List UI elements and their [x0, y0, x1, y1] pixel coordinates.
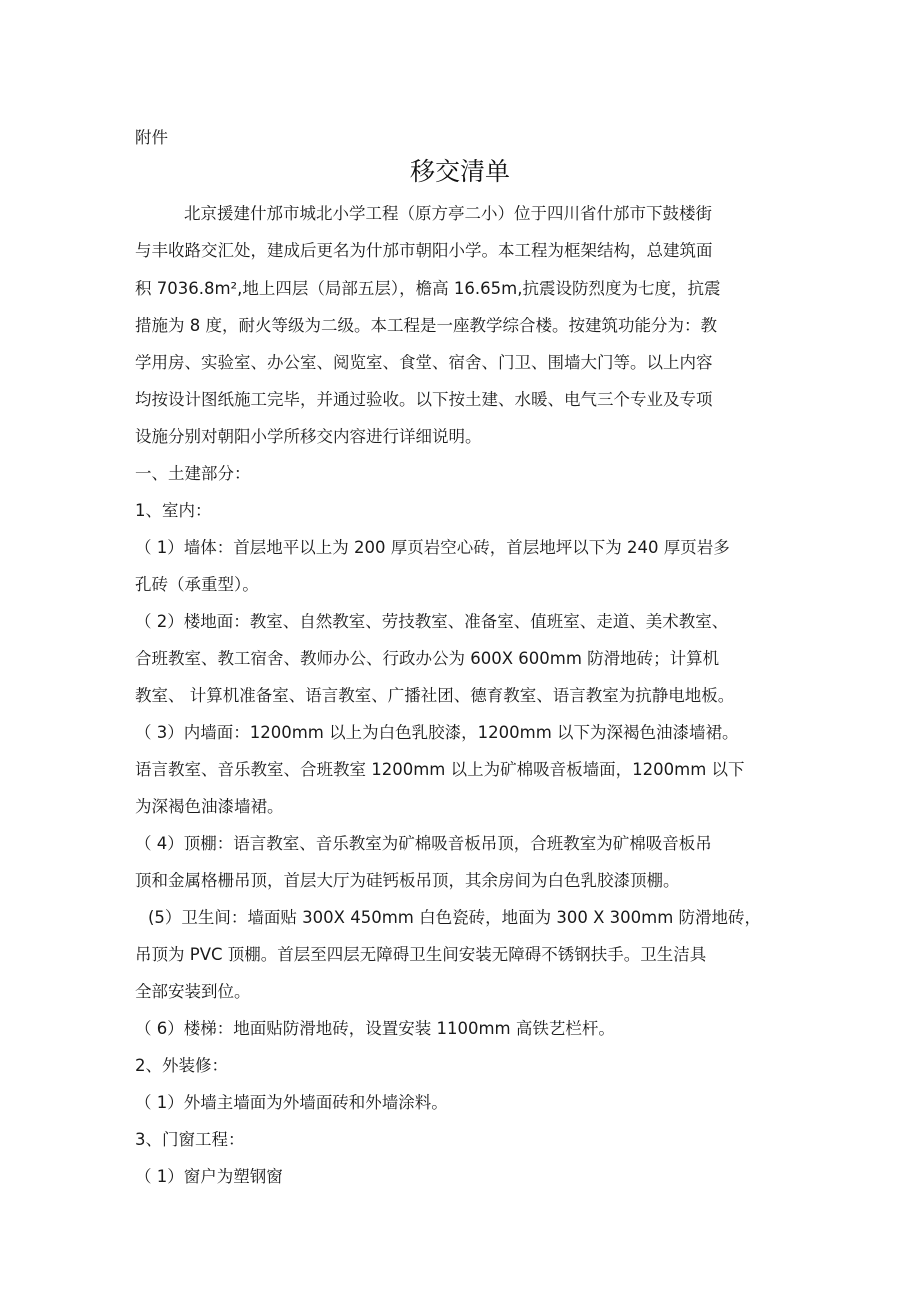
item-floors-cont: 合班教室、教工宿舍、教师办公、行政办公为 600X 600mm 防滑地砖；计算机 [135, 649, 720, 668]
item-restroom-cont: 全部安装到位。 [135, 982, 251, 1001]
item-floors: （ 2）楼地面：教室、自然教室、劳技教室、准备室、值班室、走道、美术教室、 [135, 612, 729, 631]
item-restroom-cont: 吊顶为 PVC 顶棚。首层至四层无障碍卫生间安装无障碍不锈钢扶手。卫生洁具 [135, 945, 707, 964]
item-walls: （ 1）墙体：首层地平以上为 200 厚页岩空心砖，首层地坪以下为 240 厚页岩多 [135, 538, 730, 557]
item-floors-cont: 教室、 计算机准备室、语言教室、广播社团、德育教室、语言教室为抗静电地板。 [135, 686, 735, 705]
intro-line: 均按设计图纸施工完毕，并通过验收。以下按土建、水暖、电气三个专业及专项 [135, 390, 713, 409]
item-exterior-walls: （ 1）外墙主墙面为外墙面砖和外墙涂料。 [135, 1093, 448, 1112]
item-restroom: (5）卫生间：墙面贴 300X 450mm 白色瓷砖，地面为 300 X 300mm 防滑地砖， [148, 908, 762, 927]
page-title: 移交清单 [409, 157, 510, 186]
intro-line: 积 7036.8m²,地上四层（局部五层），檐高 16.65m,抗震设防烈度为七度，抗震 [135, 279, 721, 298]
item-interior-walls: （ 3）内墙面：1200mm 以上为白色乳胶漆，1200mm 以下为深褐色油漆墙裙。 [135, 723, 739, 742]
intro-line: 设施分别对朝阳小学所移交内容进行详细说明。 [135, 427, 482, 446]
item-interior-walls-cont: 为深褐色油漆墙裙。 [135, 797, 284, 816]
item-windows: （ 1）窗户为塑钢窗 [135, 1167, 283, 1186]
section-heading-civil: 一、土建部分： [135, 464, 251, 483]
subsection-heading-interior: 1、室内： [135, 501, 212, 520]
item-ceiling: （ 4）顶棚：语言教室、音乐教室为矿棉吸音板吊顶，合班教室为矿棉吸音板吊 [135, 834, 712, 853]
item-stairs: （ 6）楼梯：地面贴防滑地砖，设置安装 1100mm 高铁艺栏杆。 [135, 1019, 615, 1038]
item-interior-walls-cont: 语言教室、音乐教室、合班教室 1200mm 以上为矿棉吸音板墙面，1200mm 以下 [135, 760, 745, 779]
intro-line: 北京援建什邡市城北小学工程（原方亭二小）位于四川省什邡市下鼓楼街 [184, 204, 712, 223]
intro-line: 学用房、实验室、办公室、阅览室、食堂、宿舍、门卫、围墙大门等。以上内容 [135, 353, 713, 372]
item-ceiling-cont: 顶和金属格栅吊顶，首层大厅为硅钙板吊顶，其余房间为白色乳胶漆顶棚。 [135, 871, 680, 890]
subsection-heading-exterior: 2、外装修： [135, 1056, 228, 1075]
intro-line: 措施为 8 度，耐火等级为二级。本工程是一座教学综合楼。按建筑功能分为：教 [135, 316, 717, 335]
item-walls-cont: 孔砖（承重型）。 [135, 575, 259, 594]
attachment-label: 附件 [135, 128, 168, 147]
subsection-heading-doors-windows: 3、门窗工程： [135, 1130, 245, 1149]
intro-line: 与丰收路交汇处，建成后更名为什邡市朝阳小学。本工程为框架结构，总建筑面 [135, 241, 713, 260]
